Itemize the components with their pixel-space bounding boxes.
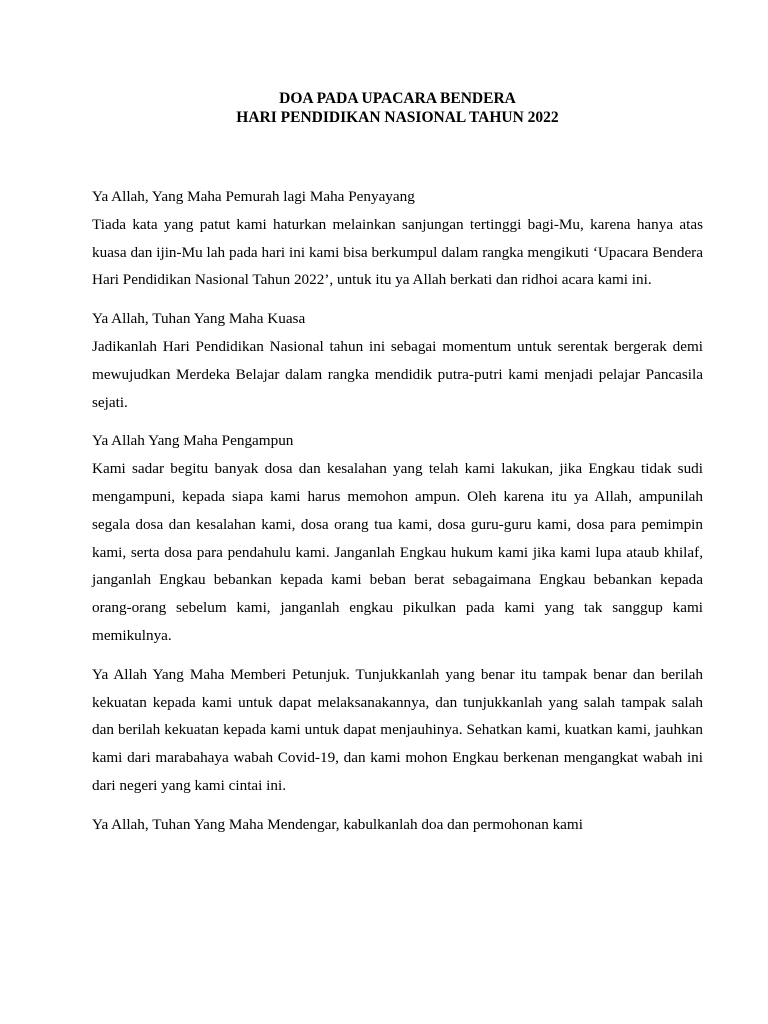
paragraph-heading: Ya Allah, Yang Maha Pemurah lagi Maha Penyayang [92,188,415,205]
paragraph-text: Ya Allah Yang Maha Memberi Petunjuk. Tunjukkanlah yang benar itu tampak benar dan berilah kekuatan kepada kami untuk dapat melaksanakannya, dan tunjukkanlah yang salah tampak salah dan berilah kekuatan kepada kami untuk dapat menjauhinya. Sehatkan kami, kuatkan kami, jauhkan kami dari marabahaya wabah Covid-19, dan kami mohon Engkau berkenan mengangkat wabah ini dari negeri yang kami cintai ini. [92,665,703,794]
document-body [92,183,703,839]
document-title [92,89,703,127]
title-line-2: HARI PENDIDIKAN NASIONAL TAHUN 2022 [236,109,559,126]
paragraph-text: Ya Allah, Tuhan Yang Maha Mendengar, kabulkanlah doa dan permohonan kami [92,815,583,833]
paragraph-1 [92,183,703,294]
paragraph-text: Kami sadar begitu banyak dosa dan kesalahan yang telah kami lakukan, jika Engkau tidak sudi mengampuni, kepada siapa kami harus memohon ampun. Oleh karena itu ya Allah, ampunilah segala dosa dan kesalahan kami, dosa orang tua kami, dosa guru-guru kami, dosa para pemimpin kami, serta dosa para pendahulu kami. Janganlah Engkau hukum kami jika kami lupa ataub khilaf, janganlah Engkau bebankan kepada kami beban berat sebagaimana Engkau bebankan kepada orang-orang sebelum kami, janganlah engkau pikulkan pada kami yang tak sanggup kami memikulnya. [92,460,703,644]
paragraph-2 [92,305,703,416]
paragraph-text: Tiada kata yang patut kami haturkan melainkan sanjungan tertinggi bagi-Mu, karena hanya atas kuasa dan ijin-Mu lah pada hari ini kami bisa berkumpul dalam rangka mengikuti ‘Upacara Bendera Hari Pendidikan Nasional Tahun 2022’, untuk itu ya Allah berkati dan ridhoi acara kami ini. [92,215,703,289]
paragraph-heading: Ya Allah, Tuhan Yang Maha Kuasa [92,310,306,328]
paragraph-4 [92,661,703,800]
paragraph-text: Jadikanlah Hari Pendidikan Nasional tahun ini sebagai momentum untuk serentak bergerak demi mewujudkan Merdeka Belajar dalam rangka mendidik putra-putri kami menjadi pelajar Pancasila sejati. [92,337,703,411]
paragraph-3 [92,427,703,649]
title-line-1: DOA PADA UPACARA BENDERA [279,90,516,107]
paragraph-heading: Ya Allah Yang Maha Pengampun [92,432,294,450]
paragraph-5 [92,811,703,839]
